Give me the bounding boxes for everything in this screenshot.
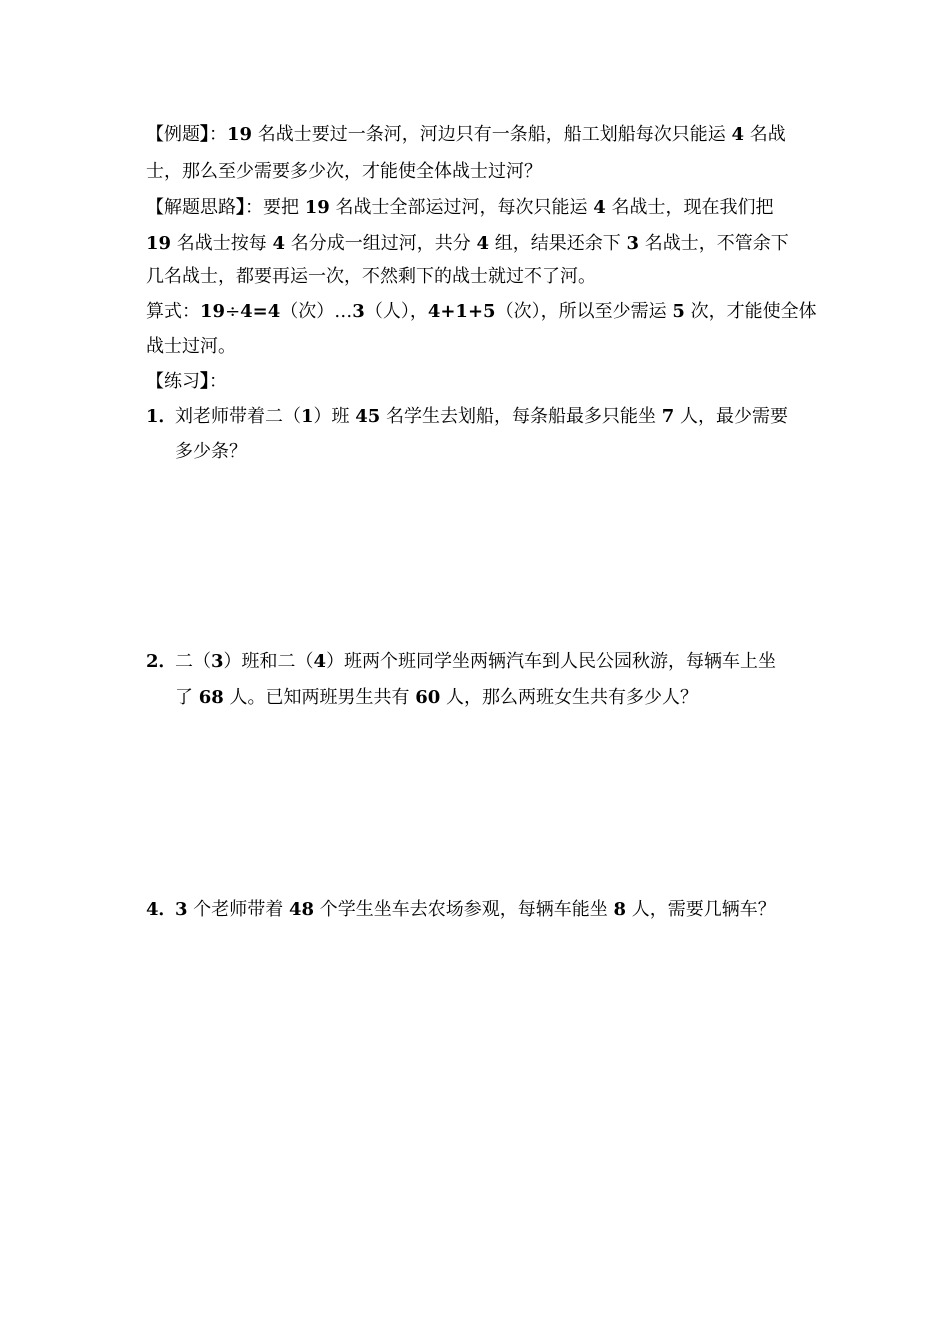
question-text-line-2: 多少条？ [175, 441, 247, 462]
example-line-2: 士，那么至少需要多少次，才能使全体战士过河？ [146, 161, 542, 182]
example-line-1: 【例题】：19 名战士要过一条河，河边只有一条船，船工划船每次只能运 4 名战 [146, 124, 786, 145]
solution-line-1: 【解题思路】：要把 19 名战士全部运过河，每次只能运 4 名战士，现在我们把 [146, 197, 774, 218]
question-text-line-1: 3 个老师带着 48 个学生坐车去农场参观，每辆车能坐 8 人，需要几辆车？ [175, 899, 776, 920]
solution-line-2: 19 名战士按每 4 名分成一组过河，共分 4 组，结果还余下 3 名战士，不管余下 [146, 233, 789, 254]
question-number: 2． [146, 651, 177, 672]
question-text-line-1: 二（3）班和二（4）班两个班同学坐两辆汽车到人民公园秋游，每辆车上坐 [175, 651, 777, 672]
question-number: 1． [146, 406, 177, 427]
question-number: 4． [146, 899, 177, 920]
formula-line-1: 算式：19÷4=4（次）…3（人），4+1+5（次），所以至少需运 5 次，才能使全体 [146, 301, 817, 322]
question-text-line-1: 刘老师带着二（1）班 45 名学生去划船，每条船最多只能坐 7 人，最少需要 [175, 406, 789, 427]
question-text-line-2: 了 68 人。已知两班男生共有 60 人，那么两班女生共有多少人？ [175, 687, 699, 708]
solution-line-3: 几名战士，都要再运一次，不然剩下的战士就过不了河。 [146, 266, 596, 287]
formula-line-2: 战士过河。 [146, 336, 236, 357]
practice-heading: 【练习】： [146, 371, 227, 392]
